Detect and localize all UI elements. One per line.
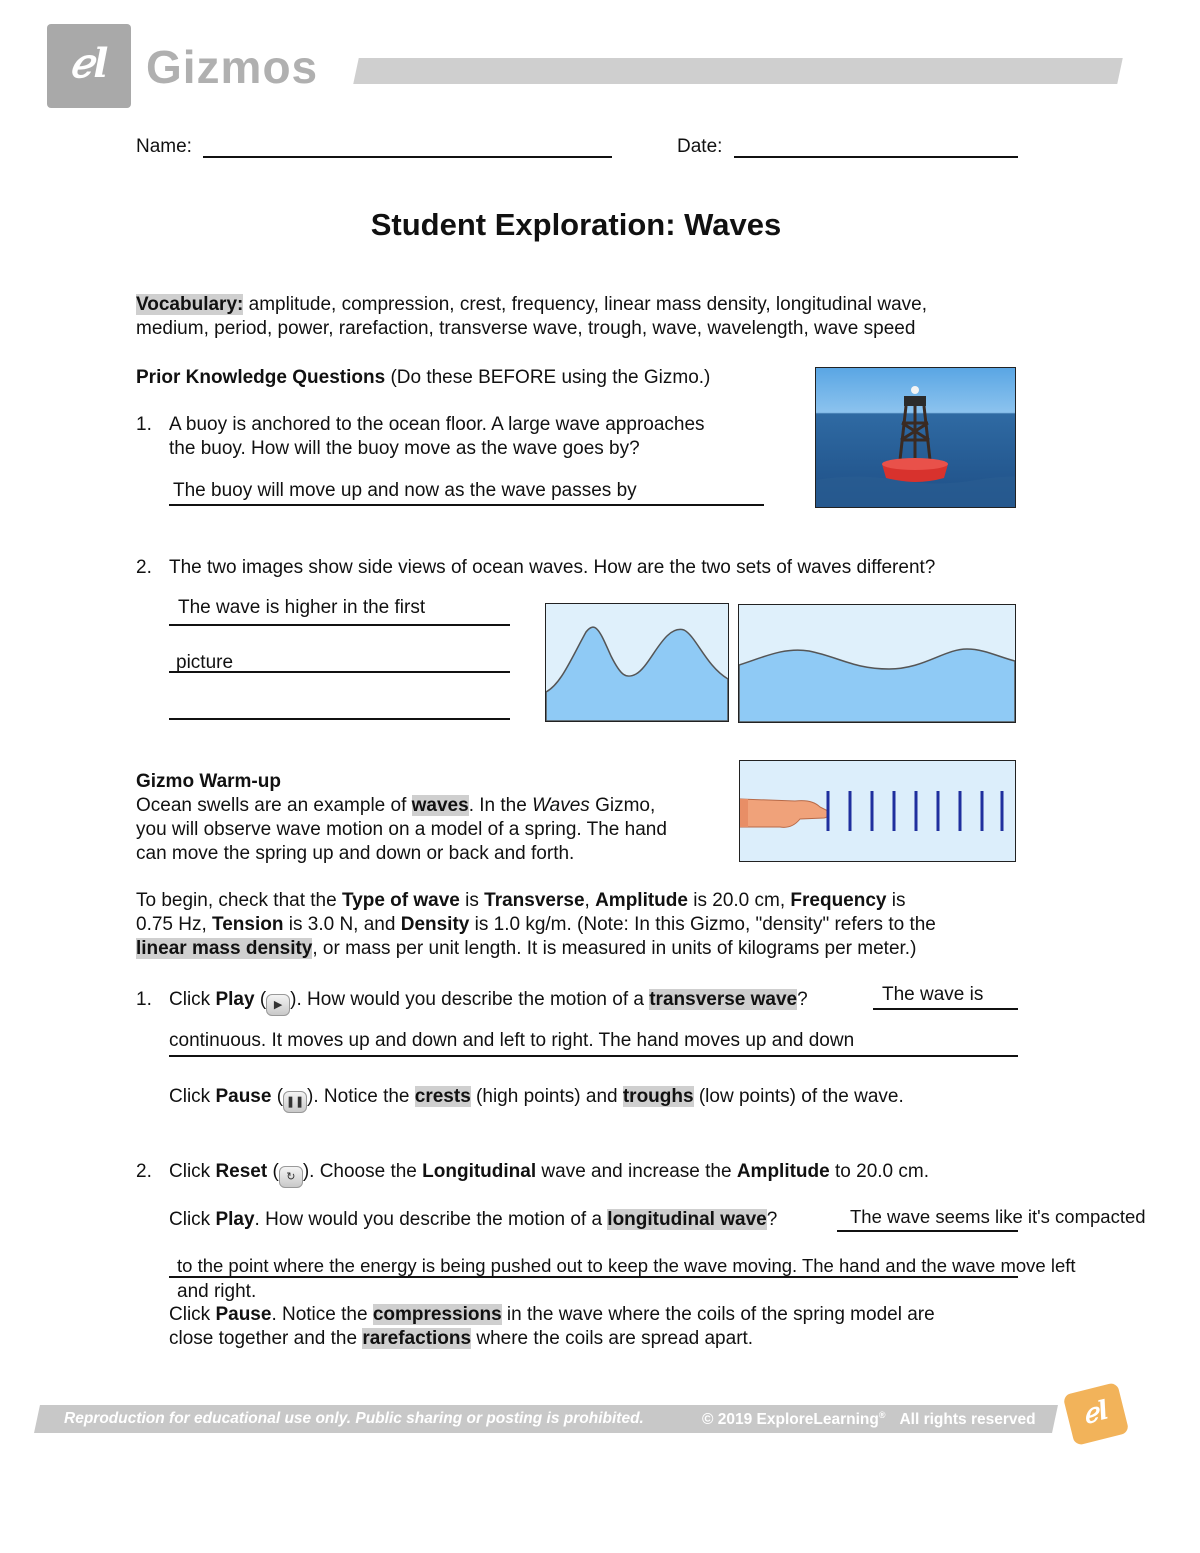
step1-pause-line: Click Pause ( ❚❚ ). Notice the crests (high points) and troughs (low points) of the wave. (169, 1085, 904, 1113)
q1-answer-line (169, 504, 764, 506)
prior-knowledge-heading: Prior Knowledge Questions (Do these BEFORE using the Gizmo.) (136, 367, 711, 388)
step1-answer-1[interactable]: The wave is (882, 984, 984, 1005)
term-linear-mass-density: linear mass density (136, 938, 313, 959)
name-label: Name: (136, 136, 192, 157)
setup-line-1: To begin, check that the Type of wave is Transverse, Amplitude is 20.0 cm, Frequency is (136, 890, 906, 911)
step2-answer-3[interactable]: and right. (177, 1281, 257, 1302)
setup-line-3: linear mass density, or mass per unit length. It is measured in units of kilograms per meter.) (136, 938, 917, 959)
footer-logo (1063, 1382, 1130, 1446)
step2-number: 2. (136, 1161, 152, 1182)
footer-notice: Reproduction for educational use only. Public sharing or posting is prohibited. (64, 1410, 644, 1427)
q1-text-line-1: A buoy is anchored to the ocean floor. A large wave approaches (169, 414, 705, 435)
tall-wave-image (545, 603, 729, 722)
step1-question: Click Play ( ▶ ). How would you describe the motion of a transverse wave? (169, 988, 808, 1016)
term-longitudinal-wave: longitudinal wave (607, 1209, 767, 1230)
term-rarefactions: rarefactions (362, 1328, 472, 1349)
flat-wave-image (738, 604, 1016, 723)
term-waves: waves (411, 795, 469, 816)
term-compressions: compressions (372, 1304, 502, 1325)
step2-answer-line-2 (169, 1276, 1018, 1278)
q1-text-line-2: the buoy. How will the buoy move as the wave goes by? (169, 438, 640, 459)
hand-spring-image (739, 760, 1016, 862)
vocabulary-label: Vocabulary: (136, 294, 244, 315)
step1-answer-2[interactable]: continuous. It moves up and down and left to right. The hand moves up and down (169, 1030, 855, 1051)
q2-answer-2[interactable]: picture (176, 652, 234, 673)
date-label: Date: (677, 136, 723, 157)
reset-icon: ↻ (279, 1166, 303, 1188)
setup-line-2: 0.75 Hz, Tension is 3.0 N, and Density is 1.0 kg/m. (Note: In this Gizmo, "density" refers to the (136, 914, 936, 935)
vocabulary-line-1: Vocabulary: amplitude, compression, crest, frequency, linear mass density, longitudinal wave, (136, 294, 927, 315)
step2-answer-line-1 (837, 1230, 1018, 1232)
logo-glyph: ℯl (69, 40, 109, 87)
term-troughs: troughs (622, 1086, 694, 1107)
warmup-heading: Gizmo Warm-up (136, 771, 281, 792)
step1-answer-line-2 (169, 1055, 1018, 1057)
step2-play-line: Click Play. How would you describe the motion of a longitudinal wave? (169, 1209, 778, 1230)
footer-logo-glyph: ℯl (1079, 1395, 1112, 1431)
warmup-paragraph-1-line-2: you will observe wave motion on a model of a spring. The hand (136, 819, 667, 840)
q2-answer-line-2 (169, 671, 510, 673)
q2-answer-line-1 (169, 624, 510, 626)
pause-icon: ❚❚ (283, 1091, 307, 1113)
name-field[interactable] (203, 156, 612, 158)
q1-answer[interactable]: The buoy will move up and now as the wave passes by (173, 480, 637, 501)
step2-pause-line-1: Click Pause. Notice the compressions in the wave where the coils of the spring model are (169, 1304, 935, 1325)
step1-number: 1. (136, 989, 152, 1010)
footer-copyright: © 2019 ExploreLearning® All rights reserved (702, 1410, 1036, 1429)
play-icon: ▶ (266, 994, 290, 1016)
step2-answer-1[interactable]: The wave seems like it's compacted (850, 1206, 1146, 1227)
header-bar (353, 58, 1123, 84)
step1-answer-line-1 (873, 1008, 1018, 1010)
step2-reset-line: Click Reset ( ↻ ). Choose the Longitudinal wave and increase the Amplitude to 20.0 cm. (169, 1160, 929, 1188)
warmup-paragraph-1-line-1: Ocean swells are an example of waves. In the Waves Gizmo, (136, 795, 656, 816)
term-transverse-wave: transverse wave (649, 989, 798, 1010)
vocabulary-line-2: medium, period, power, rarefaction, transverse wave, trough, wave, wavelength, wave speed (136, 318, 916, 339)
brand-name: Gizmos (146, 41, 319, 93)
q2-answer-1[interactable]: The wave is higher in the first (178, 597, 426, 618)
step2-pause-line-2: close together and the rarefactions where the coils are spread apart. (169, 1328, 754, 1349)
date-field[interactable] (734, 156, 1018, 158)
step2-answer-2[interactable]: to the point where the energy is being pushed out to keep the wave moving. The hand and the wave move left (177, 1255, 1076, 1276)
q2-number: 2. (136, 557, 152, 578)
header-logo (47, 24, 131, 108)
buoy-photo (815, 367, 1016, 508)
term-crests: crests (414, 1086, 471, 1107)
page-title: Student Exploration: Waves (370, 207, 782, 242)
buoy-icon (816, 368, 1015, 507)
warmup-paragraph-1-line-3: can move the spring up and down or back and forth. (136, 843, 575, 864)
q2-answer-line-3 (169, 718, 510, 720)
q2-text: The two images show side views of ocean waves. How are the two sets of waves different? (169, 557, 936, 578)
q1-number: 1. (136, 414, 152, 435)
